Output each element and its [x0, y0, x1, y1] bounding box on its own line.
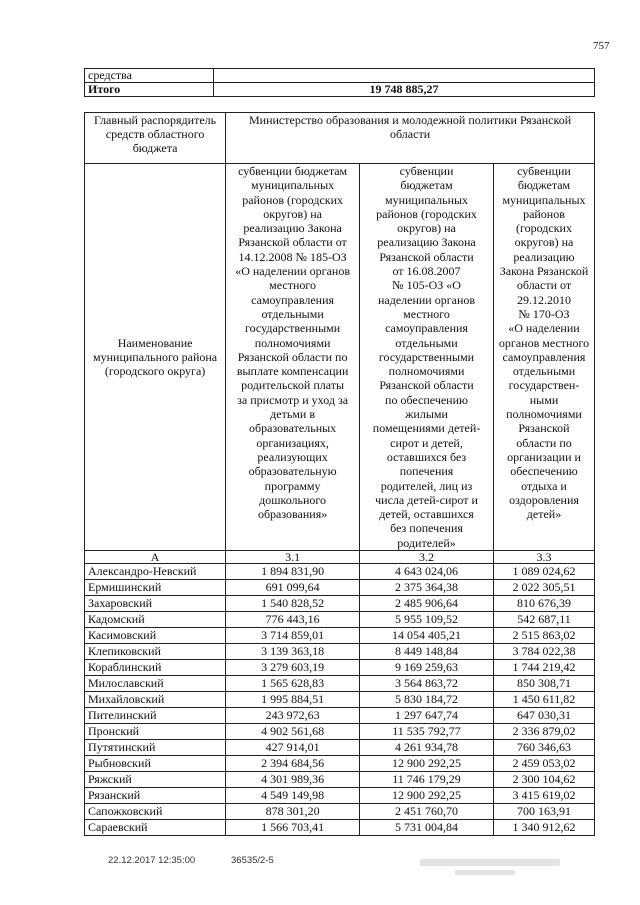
amount-cell: 1 340 912,62	[493, 820, 594, 836]
amount-cell: 1 297 647,74	[360, 708, 494, 724]
amount-cell: 243 972,63	[226, 708, 360, 724]
table-row	[85, 772, 595, 788]
amount-cell: 2 485 906,64	[360, 596, 494, 612]
amount-cell: 11 746 179,29	[360, 772, 494, 788]
table-row	[85, 644, 595, 660]
amount-cell: 776 443,16	[226, 612, 360, 628]
amount-cell: 3 714 859,01	[226, 628, 360, 644]
column-index: 3.1	[226, 551, 360, 564]
amount-cell: 3 139 363,18	[226, 644, 360, 660]
amount-cell: 760 346,63	[493, 740, 594, 756]
district-name: Кораблинский	[85, 660, 226, 676]
amount-cell: 2 336 879,02	[493, 724, 594, 740]
amount-cell: 1 894 831,90	[226, 564, 360, 580]
amount-cell: 2 451 760,70	[360, 804, 494, 820]
amount-cell: 691 099,64	[226, 580, 360, 596]
amount-cell: 3 564 863,72	[360, 676, 494, 692]
district-name: Ряжский	[85, 772, 226, 788]
table-row	[85, 756, 595, 772]
district-name: Рыбновский	[85, 756, 226, 772]
amount-cell: 2 459 053,02	[493, 756, 594, 772]
empty-cell	[214, 69, 595, 83]
amount-cell: 4 643 024,06	[360, 564, 494, 580]
district-name: Клепиковский	[85, 644, 226, 660]
table-row	[85, 564, 595, 580]
amount-cell: 3 784 022,38	[493, 644, 594, 660]
header-row	[85, 113, 595, 164]
amount-cell: 878 301,20	[226, 804, 360, 820]
amount-cell: 14 054 405,21	[360, 628, 494, 644]
footer-code: 36535/2-5	[231, 855, 274, 866]
table-row	[85, 69, 595, 83]
table-row	[85, 580, 595, 596]
table-row	[85, 708, 595, 724]
district-name: Михайловский	[85, 692, 226, 708]
subvention-description: субвенции бюджетам муниципальных районов (городских округов) на реализацию Закона Рязанской области от 29.12.2010 № 170-ОЗ «О наделении органов местного самоуправления отдельными государствен- ными полномочиями Рязанской области по организации и обеспечению отдыха и оздоровления детей»	[493, 164, 594, 551]
footer-date: 22.12.2017 12:35:00	[108, 855, 196, 866]
total-row	[85, 83, 595, 97]
amount-cell: 1 450 611,82	[493, 692, 594, 708]
page-number: 757	[593, 40, 610, 52]
amount-cell: 9 169 259,63	[360, 660, 494, 676]
subvention-description: субвенции бюджетам муниципальных районов (городских округов) на реализацию Закона Рязанской области от 16.08.2007 № 105-ОЗ «О наделении органов местного самоуправления отдельными государственными полномочиями Рязанской области по обеспечению жилыми помещениями детей- сирот и детей, оставшихся без попечения родителей, лиц из числа детей-сирот и детей, оставшихся без попечения родителей»	[360, 164, 494, 551]
table-row	[85, 612, 595, 628]
column-index: А	[85, 551, 226, 564]
summary-table	[84, 68, 595, 97]
row-label: средства	[85, 69, 214, 83]
table-row	[85, 596, 595, 612]
amount-cell: 1 566 703,41	[226, 820, 360, 836]
table-row	[85, 676, 595, 692]
budget-holder-header: Главный распорядитель средств областного бюджета	[85, 113, 226, 164]
amount-cell: 12 900 292,25	[360, 756, 494, 772]
amount-cell: 1 565 628,83	[226, 676, 360, 692]
scan-smudge	[420, 859, 560, 866]
table-row	[85, 628, 595, 644]
amount-cell: 3 415 619,02	[493, 788, 594, 804]
table-row	[85, 692, 595, 708]
amount-cell: 1 089 024,62	[493, 564, 594, 580]
amount-cell: 3 279 603,19	[226, 660, 360, 676]
amount-cell: 647 030,31	[493, 708, 594, 724]
amount-cell: 1 995 884,51	[226, 692, 360, 708]
subvention-description: субвенции бюджетам муниципальных районов (городских округов) на реализацию Закона Рязанской области от 14.12.2008 № 185-ОЗ «О наделении органов местного самоуправления отдельными государственными полномочиями Рязанской области по выплате компенсации родительской платы за присмотр и уход за детьми в образовательных организациях, реализующих образовательную программу дошкольного образования»	[226, 164, 360, 551]
district-name: Рязанский	[85, 788, 226, 804]
amount-cell: 5 830 184,72	[360, 692, 494, 708]
total-value: 19 748 885,27	[214, 83, 595, 97]
amount-cell: 2 300 104,62	[493, 772, 594, 788]
district-name-header: Наименование муниципального района (городского округа)	[85, 164, 226, 551]
amount-cell: 4 261 934,78	[360, 740, 494, 756]
district-name: Пителинский	[85, 708, 226, 724]
column-index: 3.3	[493, 551, 594, 564]
amount-cell: 4 301 989,36	[226, 772, 360, 788]
column-index-row	[85, 551, 595, 564]
table-row	[85, 660, 595, 676]
amount-cell: 542 687,11	[493, 612, 594, 628]
amount-cell: 700 163,91	[493, 804, 594, 820]
table-row	[85, 724, 595, 740]
table-row	[85, 740, 595, 756]
amount-cell: 810 676,39	[493, 596, 594, 612]
amount-cell: 427 914,01	[226, 740, 360, 756]
subvention-row	[85, 164, 595, 551]
district-name: Захаровский	[85, 596, 226, 612]
amount-cell: 8 449 148,84	[360, 644, 494, 660]
amount-cell: 1 744 219,42	[493, 660, 594, 676]
table-row	[85, 788, 595, 804]
district-name: Пронский	[85, 724, 226, 740]
scan-smudge	[455, 870, 515, 875]
district-name: Ермишинский	[85, 580, 226, 596]
subventions-table	[84, 112, 595, 836]
amount-cell: 850 308,71	[493, 676, 594, 692]
district-name: Кадомский	[85, 612, 226, 628]
amount-cell: 2 394 684,56	[226, 756, 360, 772]
amount-cell: 11 535 792,77	[360, 724, 494, 740]
amount-cell: 12 900 292,25	[360, 788, 494, 804]
district-name: Касимовский	[85, 628, 226, 644]
table-row	[85, 804, 595, 820]
table-row	[85, 820, 595, 836]
district-name: Сапожковский	[85, 804, 226, 820]
amount-cell: 5 731 004,84	[360, 820, 494, 836]
district-name: Путятинский	[85, 740, 226, 756]
ministry-header: Министерство образования и молодежной политики Рязанской области	[226, 113, 595, 164]
amount-cell: 4 902 561,68	[226, 724, 360, 740]
amount-cell: 2 375 364,38	[360, 580, 494, 596]
amount-cell: 1 540 828,52	[226, 596, 360, 612]
district-name: Александро-Невский	[85, 564, 226, 580]
total-label: Итого	[85, 83, 214, 97]
amount-cell: 4 549 149,98	[226, 788, 360, 804]
column-index: 3.2	[360, 551, 494, 564]
district-name: Милославский	[85, 676, 226, 692]
amount-cell: 5 955 109,52	[360, 612, 494, 628]
amount-cell: 2 022 305,51	[493, 580, 594, 596]
amount-cell: 2 515 863,02	[493, 628, 594, 644]
district-name: Сараевский	[85, 820, 226, 836]
